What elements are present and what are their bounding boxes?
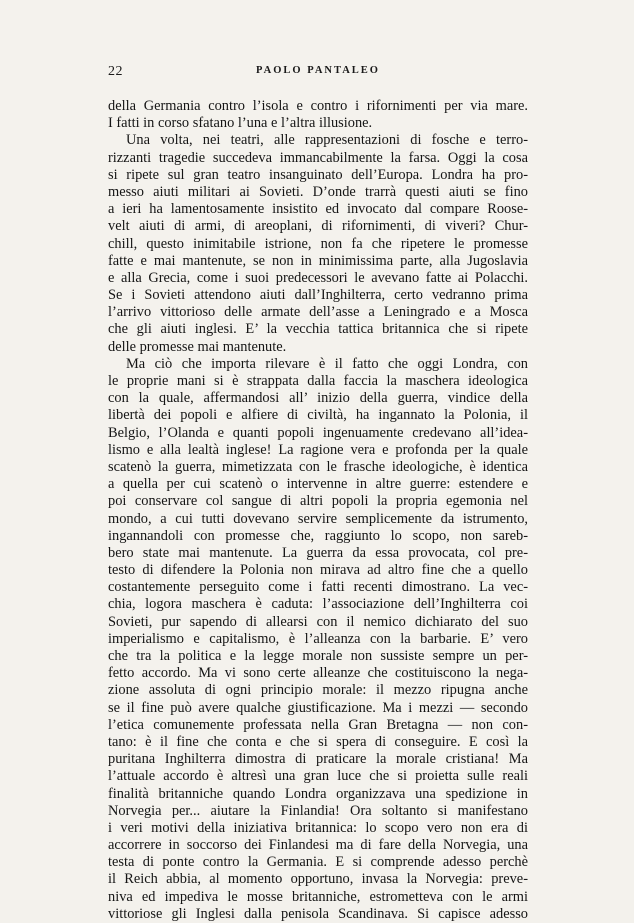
text-line: Sovieti, pur sapendo di allearsi con il nemico dichiarato del suo xyxy=(108,613,528,630)
text-line: lismo e alla lealtà inglese! La ragione vera e profonda per la quale xyxy=(108,441,528,458)
text-line: finalità britanniche quando Londra organizzava una spedizione in xyxy=(108,785,528,802)
page-number: 22 xyxy=(108,64,123,79)
page-header xyxy=(108,64,528,84)
text-line: velt aiuti di armi, di areoplani, di rifornimenti, di viveri? Chur- xyxy=(108,218,528,235)
text-line: scatenò la guerra, mimetizzata con le frasche ideologiche, è identica xyxy=(108,458,528,475)
text-line: mondo, a cui tutti dovevano servire semplicemente da istrumento, xyxy=(108,510,528,527)
text-line: vittoriose gli Inglesi dalla penisola Scandinava. Si capisce adesso xyxy=(108,905,528,922)
text-line: zione assoluta di ogni principio morale: il mezzo ripugna anche xyxy=(108,682,528,699)
text-line: testa di ponte contro la Germania. E si comprende adesso perchè xyxy=(108,854,528,871)
text-line: puritana Inghilterra dimostra di praticare la morale cristiana! Ma xyxy=(108,751,528,768)
text-line: l’etica comunemente professata nella Gran Bretagna — non con- xyxy=(108,716,528,733)
text-line: si ripete sul gran teatro insanguinato dell’Europa. Londra ha pro- xyxy=(108,166,528,183)
text-line: Una volta, nei teatri, alle rappresentazioni di fosche e terro- xyxy=(126,132,528,149)
text-line: che gli aiuti inglesi. E’ la vecchia tattica britannica che si ripete xyxy=(108,321,528,338)
text-line: che tra la politica e la legge morale non sussiste sempre un per- xyxy=(108,648,528,664)
text-line: accorrere in soccorso dei Finlandesi ma di fare della Norvegia, una xyxy=(108,837,528,854)
text-line: l’attuale accordo è altresì una gran luce che si proietta sulle reali xyxy=(108,768,528,785)
text-line: chill, questo inimitabile istrione, non fa che ripetere le promesse xyxy=(108,235,528,252)
running-head: PAOLO PANTALEO xyxy=(256,65,380,76)
text-line: tano: è il fine che conta e che si spera di conseguire. E così la xyxy=(108,733,528,750)
text-line: delle promesse mai mantenute. xyxy=(108,338,287,355)
text-line: libertà dei popoli e alfiere di civiltà, ha ingannato la Polonia, il xyxy=(108,407,528,424)
text-line: imperialismo e capitalismo, è l’alleanza con la barbarie. E’ vero xyxy=(108,630,528,647)
text-line: le proprie mani si è strappata dalla faccia la maschera ideologica xyxy=(108,373,528,389)
text-line: l’arrivo vittorioso delle armate dell’asse a Leningrado e a Mosca xyxy=(108,304,528,321)
text-line: con la quale, affermandosi all’ inizio della guerra, vindice della xyxy=(108,390,528,407)
text-line: rizzanti tragedie succedeva immancabilmente la farsa. Oggi la cosa xyxy=(108,149,528,166)
text-line: a ieri ha lamentosamente insistito ed invocato dal compare Roose- xyxy=(108,201,528,218)
text-line: poi conservare col sangue di altri popoli la propria egemonia nel xyxy=(108,493,528,510)
text-line: fetto accordo. Ma vi sono certe alleanze che costituiscono la nega- xyxy=(108,665,528,682)
text-line: chia, logora maschera è caduta: l’associazione dell’Inghilterra coi xyxy=(108,596,528,613)
text-line: I fatti in corso sfatano l’una e l’altra illusione. xyxy=(108,115,373,132)
text-line: bero state mai mantenute. La guerra da essa provocata, col pre- xyxy=(108,544,528,561)
text-line: fatte e mai mantenute, se non in minimissima parte, alla Jugoslavia xyxy=(108,252,528,269)
text-line: Ma ciò che importa rilevare è il fatto che oggi Londra, con xyxy=(126,355,528,372)
text-line: Belgio, l’Olanda e quanti popoli ingenuamente credevano all’idea- xyxy=(108,424,528,441)
text-line: della Germania contro l’isola e contro i rifornimenti per via mare. xyxy=(108,98,528,114)
text-line: se il fine può avere qualche giustificazione. Ma i mezzi — secondo xyxy=(108,699,528,716)
text-line: niva ed impediva le mosse britanniche, estromettevа con le armi xyxy=(108,888,528,905)
text-line: testo di difendere la Polonia non mirava ad altro fine che a quello xyxy=(108,562,528,579)
text-line: il Reich abbia, al momento opportuno, invasa la Norvegia: preve- xyxy=(108,871,528,888)
text-line: i veri motivi della iniziativa britannica: lo scopo vero non era di xyxy=(108,819,528,836)
text-line: ingannandoli con promesse che, raggiunto lo scopo, non sareb- xyxy=(108,527,528,544)
text-line: e alla Grecia, come i suoi predecessori le avevano fatte ai Polacchi. xyxy=(108,269,528,286)
text-line: messo aiuti militari ai Sovieti. D’onde trarrà questi aiuti se fino xyxy=(108,183,528,200)
text-line: costantemente perseguito come i fatti recenti dimostrano. La vec- xyxy=(108,579,528,596)
text-line: Norvegia per... aiutare la Finlandia! Ora soltanto si manifestano xyxy=(108,802,528,819)
text-line: a quella per cui scatenò o intervenne in altre guerre: estendere e xyxy=(108,476,528,493)
text-line: Se i Sovieti attendono aiuti dall’Inghilterra, certo vedranno prima xyxy=(108,287,528,304)
body-text xyxy=(108,98,528,923)
